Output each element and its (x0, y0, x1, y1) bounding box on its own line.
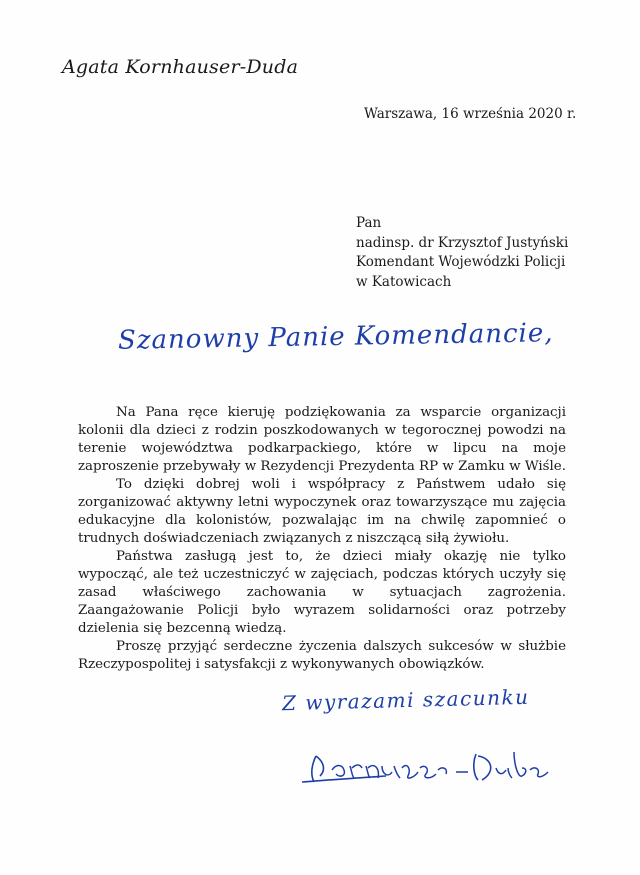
handwritten-salutation: Szanowny Panie Komendancie, (117, 318, 554, 356)
letterhead-name: Agata Kornhauser-Duda (62, 56, 299, 78)
recipient-line: nadinsp. dr Krzysztof Justyński (356, 234, 569, 251)
body-paragraph: To dzięki dobrej woli i współpracy z Państwem udało się zorganizować aktywny letni wypoczynek oraz towarzyszące mu zajęcia edukacyjne dla kolonistów, pozwalając im na chwilę zapomnieć o trudnych doświadczeniach związanych z niszczącą siłą żywiołu. (78, 477, 566, 546)
signature-drawing (296, 742, 556, 792)
letter-date: Warszawa, 16 września 2020 r. (364, 106, 577, 122)
recipient-block (356, 214, 568, 292)
handwritten-signature (296, 742, 556, 792)
recipient-line: Pan (356, 215, 382, 231)
body-paragraph: Proszę przyjąć serdeczne życzenia dalszych sukcesów w służbie Rzeczypospolitej i satysfakcji z wykonywanych obowiązków. (78, 639, 566, 672)
recipient-line: w Katowicach (356, 273, 452, 290)
letter-body (78, 404, 566, 674)
recipient-line: Komendant Wojewódzki Policji (356, 254, 566, 270)
handwritten-closing: Z wyrazami szacunku (281, 684, 530, 716)
body-paragraph: Państwa zasługą jest to, że dzieci miały okazję nie tylko wypocząć, ale też uczestniczyć w zajęciach, podczas których uczyły się zasad właściwego zachowania w sytuacjach zagrożenia. Zaangażowanie Policji było wyrazem solidarności oraz potrzeby dzielenia się bezcenną wiedzą. (78, 549, 566, 636)
body-paragraph: Na Pana ręce kieruję podziękowania za wsparcie organizacji kolonii dla dzieci z rodzin poszkodowanych w tegorocznej powodzi na terenie województwa podkarpackiego, które w lipcu na moje zaproszenie przebywały w Rezydencji Prezydenta RP w Zamku w Wiśle. (78, 405, 566, 474)
